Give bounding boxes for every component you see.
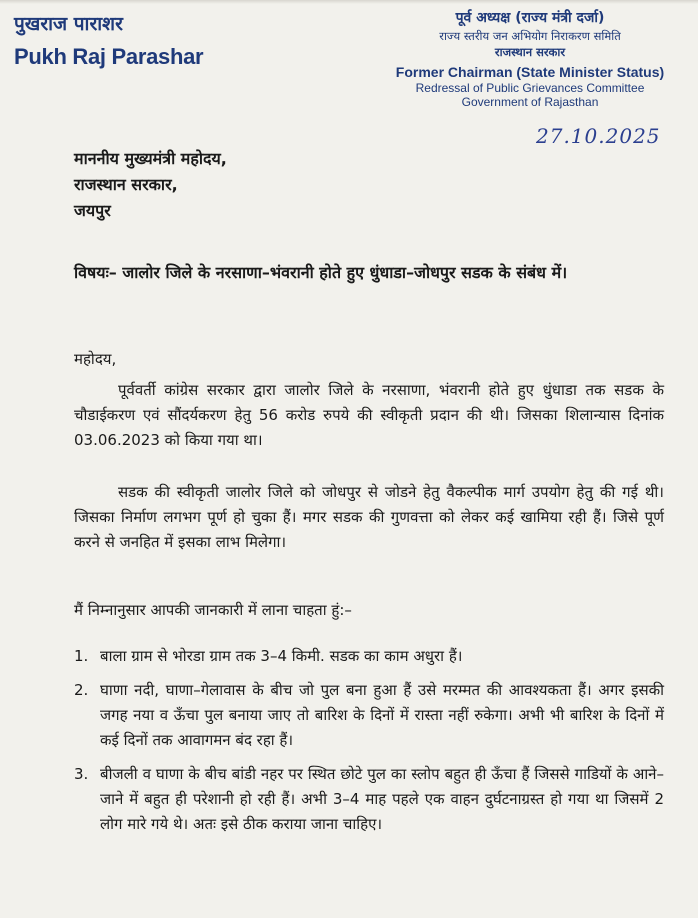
page-edge-shadow bbox=[0, 0, 698, 4]
letterhead-name-hindi: पुखराज पाराशर bbox=[14, 13, 123, 35]
list-item-number: 2. bbox=[74, 681, 89, 699]
list-intro: मैं निम्नानुसार आपकी जानकारी में लाना चाहता हुं:– bbox=[74, 601, 352, 619]
designation-hindi-line1: पूर्व अध्यक्ष (राज्य मंत्री दर्जा) bbox=[455, 10, 605, 26]
subject-line: विषयः– जालोर जिले के नरसाणा–भंवरानी होते हुए धुंधाडा–जोधपुर सडक के संबंध में। bbox=[74, 263, 568, 282]
salutation: महोदय, bbox=[74, 350, 117, 368]
list-item-number: 1. bbox=[74, 647, 89, 665]
paragraph-2: सडक की स्वीकृती जालोर जिले को जोधपुर से जोडने हेतु वैकल्पीक मार्ग उपयोग हेतु की गई थी। जिसका निर्माण लगभग पूर्ण हो चुका हैं। मगर सडक की गुणवत्ता को लेकर कई खामिया रही हैं। जिसे पूर्ण करने से जनहित में इसका लाभ मिलेगा। bbox=[74, 483, 664, 551]
letterhead-name-english: Pukh Raj Parashar bbox=[14, 44, 204, 69]
list-item-text: बाला ग्राम से भोरडा ग्राम तक 3–4 किमी. सडक का काम अधुरा हैं। bbox=[100, 647, 463, 665]
list-item-number: 3. bbox=[74, 765, 89, 783]
list-item-text: घाणा नदी, घाणा–गेलावास के बीच जो पुल बना हुआ हैं उसे मरम्मत की आवश्यकता हैं। अगर इसकी जगह नया व ऊँचा पुल बनाया जाए तो बारिश के दिनों में रास्ता नहीं रुकेगा। अभी भी बारिश के दिनों में कई दिनों तक आवागमन बंद रहा हैं। bbox=[100, 681, 664, 749]
list-item bbox=[74, 678, 664, 753]
designation-english-line2: Redressal of Public Grievances Committee bbox=[415, 81, 645, 95]
addressee-line3: जयपुर bbox=[74, 201, 111, 220]
addressee-block bbox=[74, 146, 227, 224]
designation-hindi-line2: राज्य स्तरीय जन अभियोग निराकरण समिति bbox=[439, 29, 621, 43]
designation-english-line3: Government of Rajasthan bbox=[461, 95, 599, 109]
issues-list bbox=[74, 644, 664, 846]
handwritten-date: 27.10.2025 bbox=[536, 124, 661, 148]
list-item bbox=[74, 762, 664, 837]
addressee-line1: माननीय मुख्यमंत्री महोदय, bbox=[74, 149, 227, 168]
designation-english-line1: Former Chairman (State Minister Status) bbox=[395, 64, 665, 80]
designation-hindi-line3: राजस्थान सरकार bbox=[494, 45, 566, 59]
addressee-line2: राजस्थान सरकार, bbox=[74, 175, 178, 194]
letterhead-designation bbox=[380, 8, 680, 109]
list-item bbox=[74, 644, 664, 669]
paragraph-1: पूर्ववर्ती कांग्रेस सरकार द्वारा जालोर जिले के नरसाणा, भंवरानी होते हुए धुंधाडा तक सडक के चौडाईकरण एवं सौंदर्यकरण हेतु 56 करोड रुपये की स्वीकृती प्रदान की थी। जिसका शिलान्यास दिनांक 03.06.2023 को किया गया था। bbox=[74, 381, 664, 449]
list-item-text: बीजली व घाणा के बीच बांडी नहर पर स्थित छोटे पुल का स्लोप बहुत ही ऊँचा हैं जिससे गाडियों के आने–जाने में बहुत ही परेशानी हो रही हैं। अभी 3–4 माह पहले एक वाहन दुर्घटनाग्रस्त हो गया था जिसमें 2 लोग मारे गये थे। अतः इसे ठीक कराया जाना चाहिए। bbox=[100, 765, 664, 833]
